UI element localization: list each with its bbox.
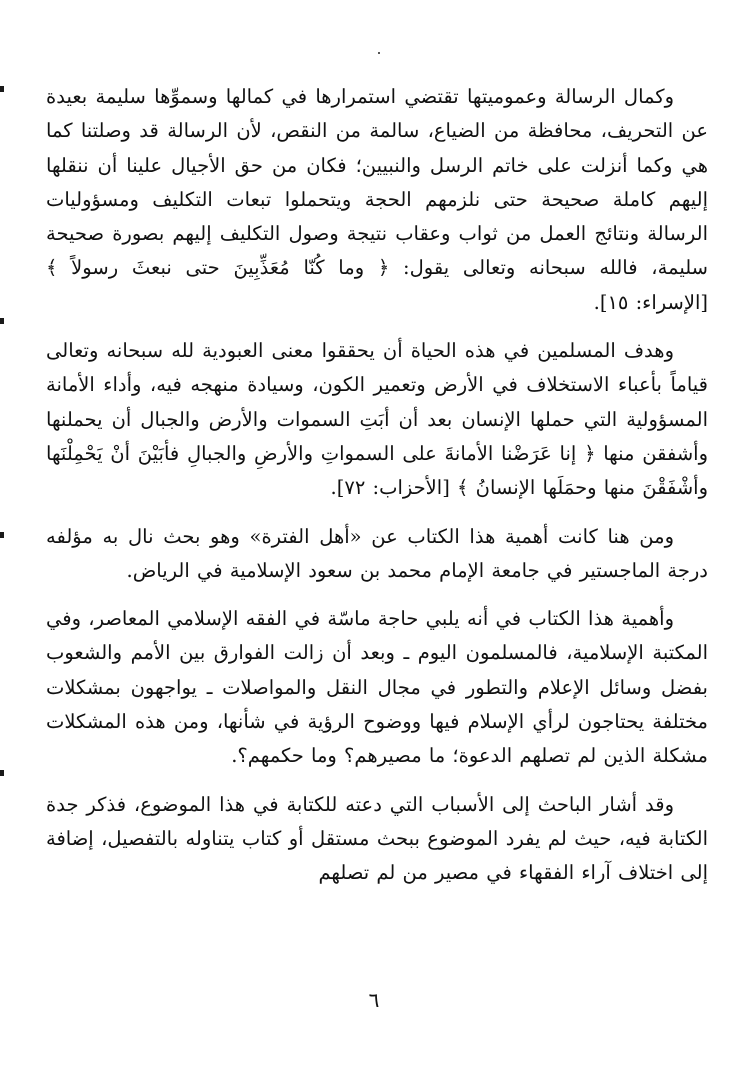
paragraph-2: وهدف المسلمين في هذه الحياة أن يحققوا معنى العبودية لله سبحانه وتعالى قياماً بأعباء الاستخلاف في الأرض وتعمير الكون، وسيادة منهجه فيه، وأداء الأمانة المسؤولية التي حملها الإنسان بعد أن أبَتِ السموات والأرض والجبال أن يحملنها وأشفقن منها ﴿ إنا عَرَضْنا الأمانةَ على السمواتِ والأرضِ والجبالِ فأبَيْنَ أنْ يَحْمِلْنَها وأشْفَقْنَ منها وحمَلَها الإنسانُ ﴾ [الأحزاب: ٧٢].: [46, 339, 708, 500]
margin-mark: [0, 318, 4, 324]
margin-mark: [0, 86, 4, 92]
paragraph-1: وكمال الرسالة وعموميتها تقتضي استمرارها في كمالها وسموِّها سليمة بعيدة عن التحريف، محافظة من الضياع، سالمة من النقص، لأن الرسالة قد وصلتنا كما هي وكما أنزلت على خاتم الرسل والنبيين؛ فكان من حق الأجيال علينا أن ننقلها إليهم كاملة صحيحة حتى نلزمهم الحجة ويتحملوا تبعات التكليف ومسؤوليات الرسالة ونتائج العمل من ثواب وعقاب نتيجة وصول التكليف إليهم بصورة صحيحة سليمة، فالله سبحانه وتعالى يقول: ﴿ وما كُنّا مُعَذِّبِينَ حتى نبعثَ رسولاً ﴾ [الإسراء: ١٥].: [46, 85, 708, 314]
margin-mark: [0, 532, 4, 538]
page-number: ٦: [368, 988, 380, 1012]
margin-mark: [0, 770, 4, 776]
paragraph-3: ومن هنا كانت أهمية هذا الكتاب عن «أهل الفترة» وهو بحث نال به مؤلفه درجة الماجستير في جامعة الإمام محمد بن سعود الإسلامية في الرياض.: [46, 524, 708, 582]
page-body: [46, 80, 708, 905]
paragraph-4: وأهمية هذا الكتاب في أنه يلبي حاجة ماسّة في الفقه الإسلامي المعاصر، وفي المكتبة الإسلامية، فالمسلمون اليوم ـ وبعد أن زالت الفوارق بين الأمم والشعوب بفضل وسائل الإعلام والتطور في مجال النقل والمواصلات ـ يواجهون بمشكلات مختلفة يحتاجون لرأي الإسلام فيها ووضوح الرؤية في شأنها، ومن هذه المشكلات مشكلة الذين لم تصلهم الدعوة؛ ما مصيرهم؟ وما حكمهم؟.: [46, 607, 708, 768]
paragraph-5: وقد أشار الباحث إلى الأسباب التي دعته للكتابة في هذا الموضوع، فذكر جدة الكتابة فيه، حيث لم يفرد الموضوع ببحث مستقل أو كتاب يتناوله بالتفصيل، إضافة إلى اختلاف آراء الفقهاء في مصير من لم تصلهم: [46, 792, 708, 885]
scan-speck: [378, 52, 380, 54]
